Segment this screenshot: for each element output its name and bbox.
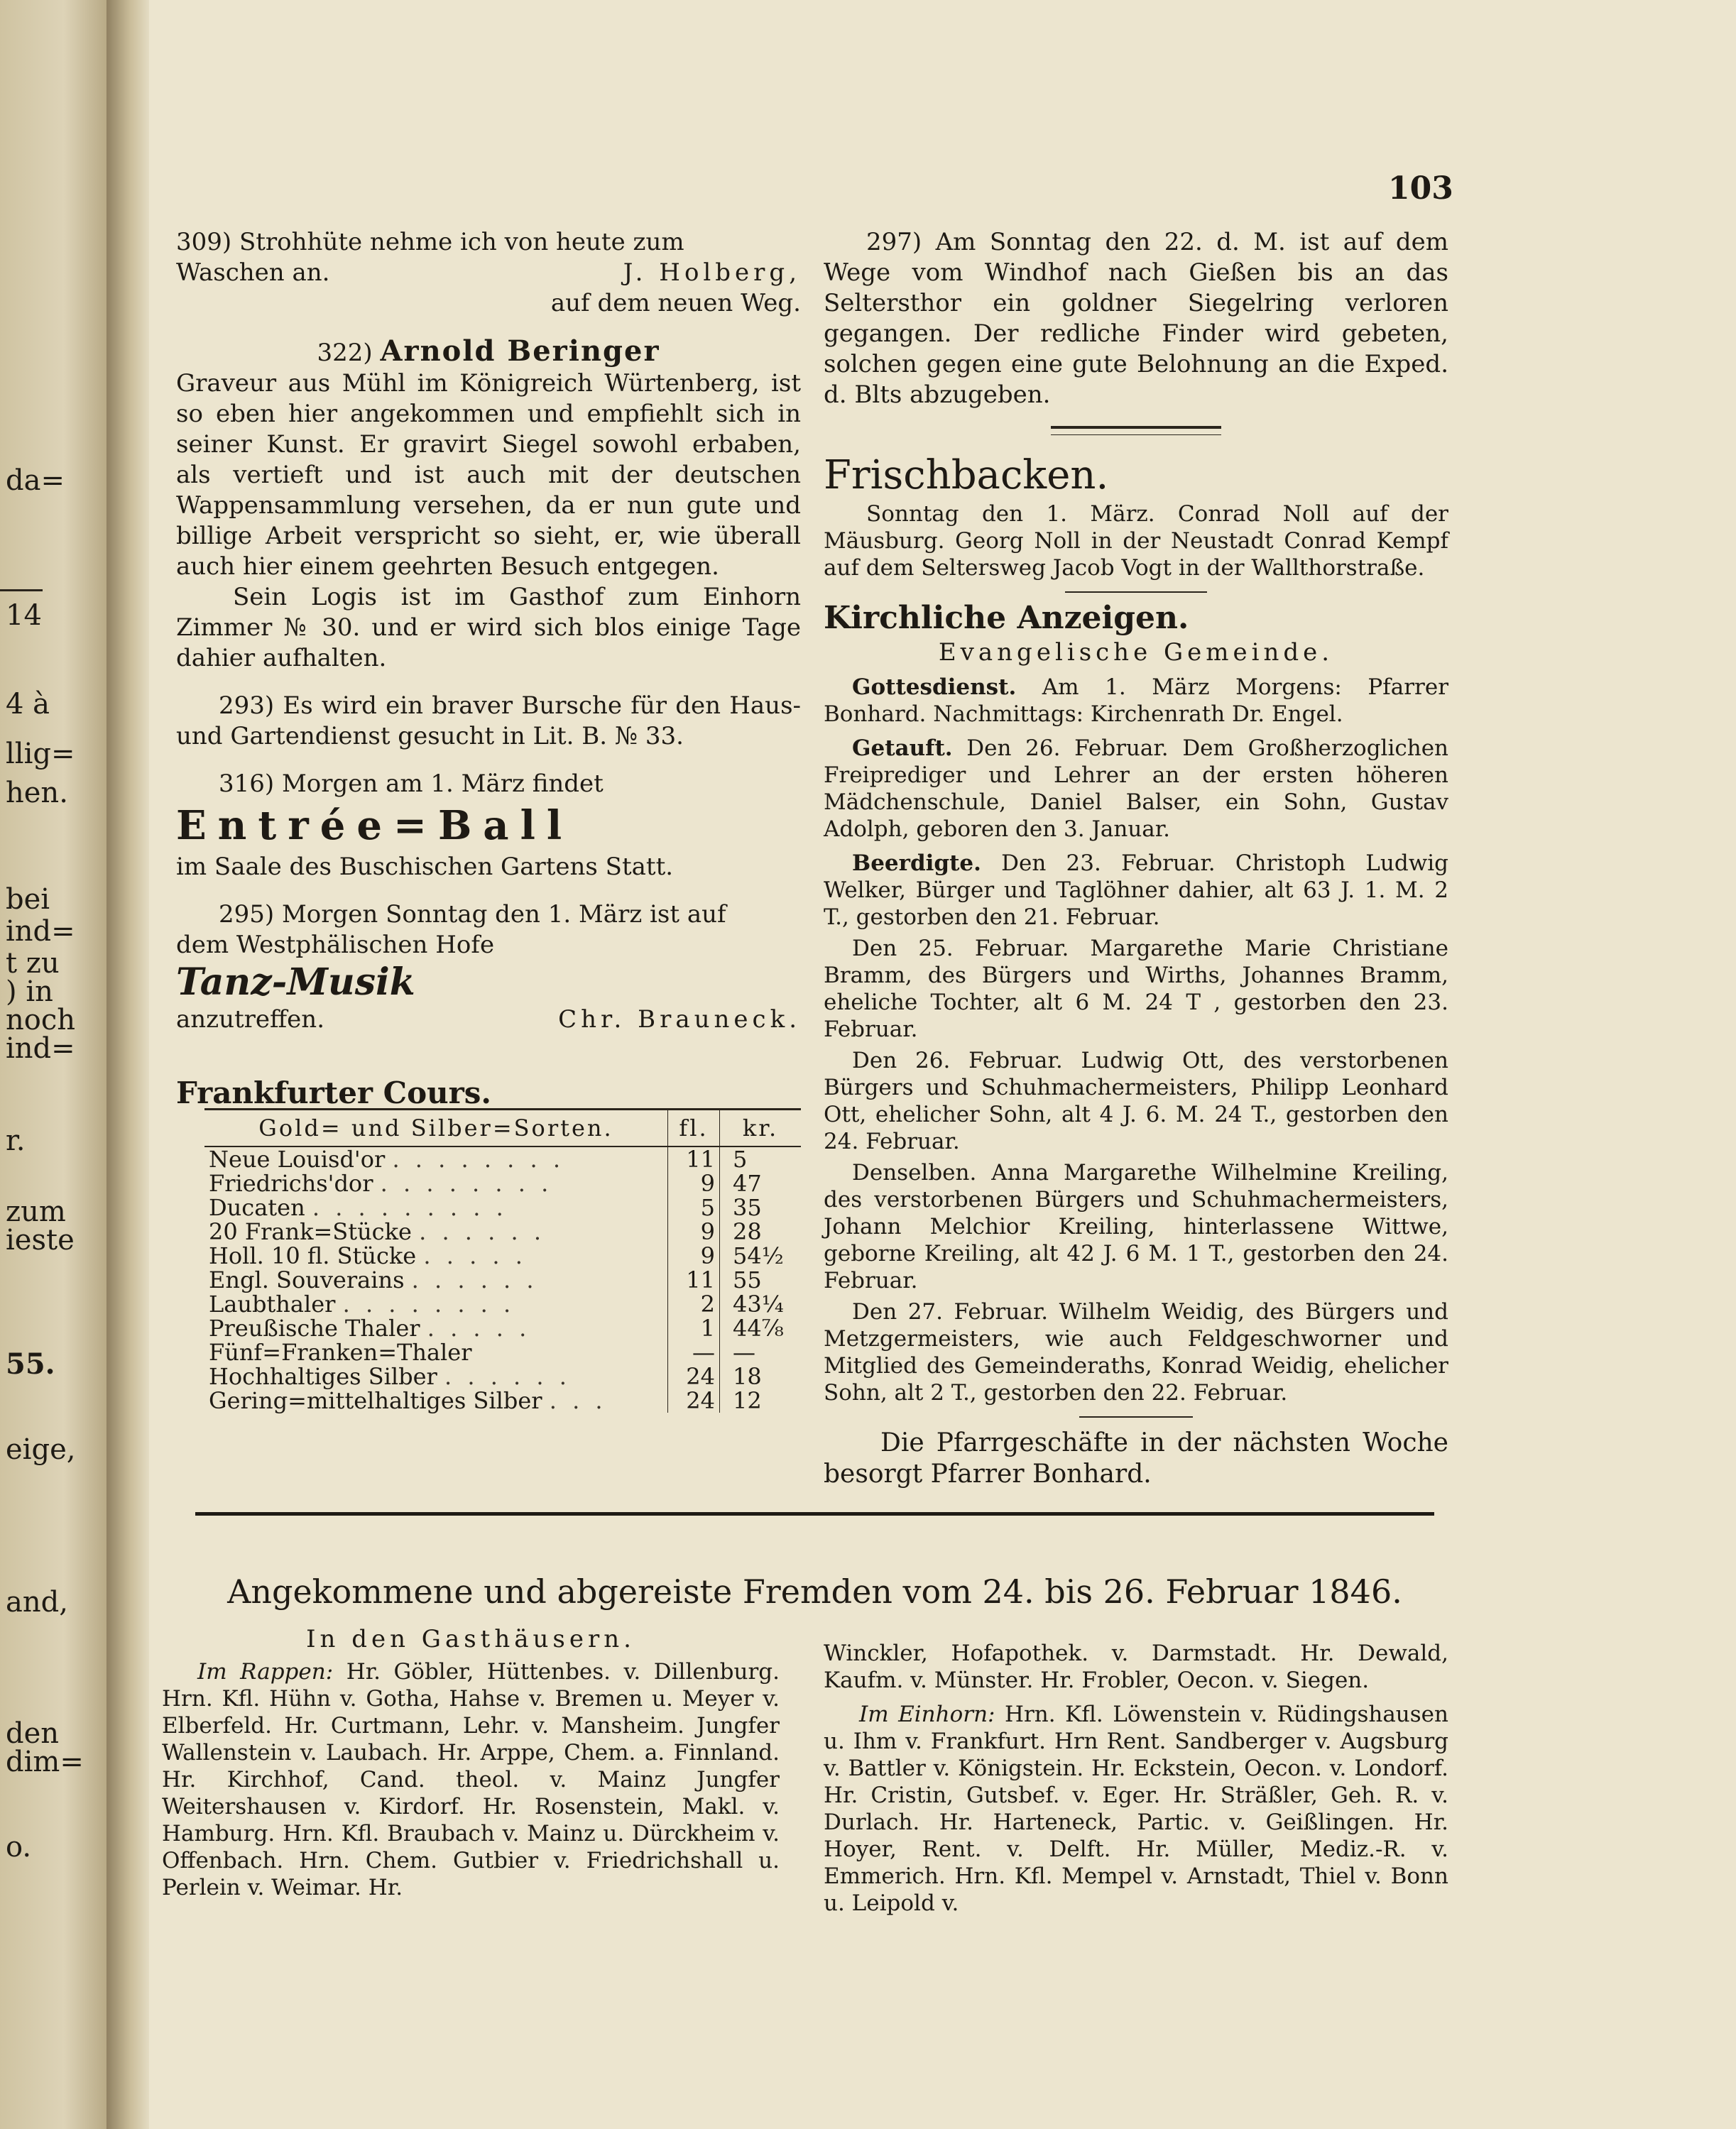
getauft-label: Getauft. (852, 735, 953, 761)
cours-kr: — (720, 1340, 802, 1364)
ad-295-line1: 295) Morgen Sonntag den 1. März ist auf (219, 900, 726, 929)
frischbacken (824, 451, 1448, 581)
beerdigte-entry: Den 23. Februar. Christoph Ludwig Welker, Bürger und Taglöhner dahier, alt 63 J. 1. M. 2 T., gestorben den 21. Februar. (824, 850, 1448, 930)
cours-kr: 47 (720, 1171, 802, 1195)
cours-fl: 2 (668, 1292, 720, 1316)
cours-header-fl: fl. (668, 1110, 720, 1147)
fremden-right-column (824, 1640, 1448, 1917)
cours-fl: — (668, 1340, 720, 1364)
fremden-title: Angekommene und abgereiste Fremden vom 24. bis 26. Februar 1846. (227, 1572, 1402, 1611)
table-row: Laubthaler . . . . . . . . 2 43¼ (204, 1292, 801, 1316)
margin-rule (0, 589, 43, 591)
cours-fl: 11 (668, 1146, 720, 1171)
einhorn-text: Hrn. Kfl. Löwenstein v. Rüdingshausen u. Ihm v. Frankfurt. Hrn Rent. Sandberger v. Augsburg v. Battler v. Königstein. Hr. Eckstein, Oecon. v. Londorf. Hr. Cristin, Gutsbef. v. Eger. Hr. Sträßler, Geh. R. v. Durlach. Hr. Harteneck, Partic. v. Geißlingen. Hr. Hoyer, Rent. v. Delft. Hr. Müller, Mediz.-R. v. Emmerich. Hrn. Kfl. Mempel v. Arnstadt, Thiel v. Bonn u. Leipold v. (824, 1702, 1448, 1916)
section-divider (1065, 591, 1207, 593)
left-column (176, 227, 801, 1413)
cours-fl: 24 (668, 1364, 720, 1389)
margin-fragment: den (6, 1717, 60, 1750)
getauft-text: Den 26. Februar. Dem Großherzoglichen Freiprediger und Lehrer an der ersten höheren Mädchenschule, Daniel Balser, ein Sohn, Gustav Adolph, geboren den 3. Januar. (824, 735, 1448, 842)
margin-fragment: llig= (6, 738, 75, 770)
margin-fragment: ieste (6, 1224, 75, 1257)
cours-name: Hochhaltiges Silber (209, 1363, 437, 1390)
cours-fl: 11 (668, 1268, 720, 1292)
cours-kr: 55 (720, 1268, 802, 1292)
margin-fragment: zum (6, 1195, 66, 1228)
margin-fragment: 14 (6, 599, 42, 632)
margin-fragment: ) in (6, 975, 53, 1008)
margin-fragment: dim= (6, 1746, 84, 1778)
cours-name: 20 Frank=Stücke (209, 1218, 412, 1245)
ad-316 (176, 769, 801, 882)
margin-fragment: ind= (6, 1032, 75, 1065)
ad-309-line: Waschen an. (176, 258, 330, 287)
ad-295-big: Tanz-Musik (176, 960, 415, 1004)
ad-295-line3: anzutreffen. (176, 1005, 324, 1034)
cours-name: Gering=mittelhaltiges Silber (209, 1387, 542, 1414)
cours-kr: 18 (720, 1364, 802, 1389)
page-number: 103 (1388, 170, 1453, 207)
cours-kr: 54½ (720, 1244, 802, 1268)
ad-293-text: 293) Es wird ein braver Bursche für den Haus- und Gartendienst gesucht in Lit. B. № 33. (176, 691, 801, 750)
cours-header-kr: kr. (720, 1110, 802, 1147)
cours-name: Ducaten (209, 1194, 305, 1221)
ad-316-line2: im Saale des Buschischen Gartens Statt. (176, 853, 674, 881)
cours-name: Engl. Souverains (209, 1266, 405, 1293)
ad-295 (176, 899, 801, 1035)
margin-fragment: hen. (6, 777, 68, 809)
cours-fl: 5 (668, 1195, 720, 1220)
kirchliche-anzeigen (824, 600, 1449, 1490)
beerdigte-entry: Den 27. Februar. Wilhelm Weidig, des Bürgers und Metzgermeisters, wie auch Feldgeschworner und Mitglied des Gemeinderaths, Konrad Weidig, ehelicher Sohn, alt 2 T., gestorben den 22. Februar. (824, 1299, 1448, 1406)
table-row: 20 Frank=Stücke . . . . . . 9 28 (204, 1220, 801, 1244)
frankfurter-cours (176, 1078, 801, 1413)
table-row: Gering=mittelhaltiges Silber . . . 24 12 (204, 1389, 801, 1413)
cours-fl: 9 (668, 1171, 720, 1195)
ad-322-text2: Sein Logis ist im Gasthof zum Einhorn Zimmer № 30. und er wird sich blos einige Tage dahier aufhalten. (176, 583, 801, 672)
cours-name: Preußische Thaler (209, 1315, 420, 1342)
cours-fl: 9 (668, 1244, 720, 1268)
ad-322-number: 322) (317, 339, 373, 367)
ad-295-line2: dem Westphälischen Hofe (176, 931, 495, 959)
ad-322-text: Graveur aus Mühl im Königreich Würtenberg, ist so eben hier angekommen und empfiehlt sich in seiner Kunst. Er gravirt Siegel sowohl erbaben, als vertieft und ist auch mit der deutschen Wappensammlung versehen, da er nun gute und billige Arbeit verspricht so sieht, er, wie überall auch hier einem geehrten Besuch entgegen. (176, 369, 801, 581)
margin-fragment: ind= (6, 915, 75, 948)
cours-title: Frankfurter Cours. (176, 1076, 492, 1110)
beerdigte-entry: Den 25. Februar. Margarethe Marie Christiane Bramm, des Bürgers und Wirths, Johannes Bramm, eheliche Tochter, alt 6 M. 24 T , gestorben den 23. Februar. (824, 936, 1448, 1042)
margin-fragment: 55. (6, 1347, 55, 1381)
ad-297-text: 297) Am Sonntag den 22. d. M. ist auf dem Wege vom Windhof nach Gießen bis an das Seltersthor ein goldner Siegelring verloren gegangen. Der redliche Finder wird gebeten, solchen gegen eine gute Belohnung an die Exped. d. Blts abzugeben. (824, 228, 1448, 409)
einhorn-label: Im Einhorn: (859, 1702, 995, 1727)
section-divider (1051, 426, 1221, 435)
fremden-subtitle: In den Gasthäusern. (306, 1625, 635, 1653)
ad-316-line1: 316) Morgen am 1. März findet (219, 770, 604, 798)
ad-322 (176, 336, 801, 674)
beerdigte-entry: Den 26. Februar. Ludwig Ott, des verstorbenen Bürgers und Schuhmachermeisters, Philipp Leonhard Ott, ehelicher Sohn, alt 4 J. 6. M. 24 T., gestorben den 24. Februar. (824, 1048, 1448, 1154)
cours-kr: 43¼ (720, 1292, 802, 1316)
margin-fragment: bei (6, 883, 50, 916)
cours-name: Laubthaler (209, 1291, 336, 1318)
section-divider (1079, 1416, 1193, 1418)
table-row: Friedrichs'dor . . . . . . . . 9 47 (204, 1171, 801, 1195)
ad-295-signature: Chr. Brauneck. (558, 1005, 801, 1034)
book-gutter (107, 0, 149, 2129)
cours-kr: 12 (720, 1389, 802, 1413)
frischbacken-text: Sonntag den 1. März. Conrad Noll auf der Mäusburg. Georg Noll in der Neustadt Conrad Kempf auf dem Seltersweg Jacob Vogt in der Wallthorstraße. (824, 501, 1448, 581)
left-page-fragment (0, 0, 107, 2129)
cours-fl: 9 (668, 1220, 720, 1244)
beerdigte-entry: Denselben. Anna Margarethe Wilhelmine Kreiling, des verstorbenen Bürgers und Schuhmachermeisters, Johann Melchior Kreiling, hinterlassene Wittwe, geborne Kreiling, alt 42 J. 6 M. 1 T., gestorben den 24. Februar. (824, 1160, 1448, 1293)
cours-name: Neue Louisd'or (209, 1146, 386, 1173)
frischbacken-title: Frischbacken. (824, 452, 1109, 498)
table-row: Ducaten . . . . . . . . . 5 35 (204, 1195, 801, 1220)
cours-name: Fünf=Franken=Thaler (209, 1339, 472, 1366)
rappen-label: Im Rappen: (197, 1659, 334, 1685)
kirchliche-subtitle: Evangelische Gemeinde. (938, 638, 1334, 667)
table-row: Engl. Souverains . . . . . . 11 55 (204, 1268, 801, 1292)
page-divider (195, 1512, 1434, 1516)
cours-name: Holl. 10 fl. Stücke (209, 1242, 417, 1269)
beerdigte-label: Beerdigte. (852, 850, 981, 876)
margin-fragment: and, (6, 1586, 68, 1619)
ad-322-name: Arnold Beringer (380, 334, 660, 368)
margin-fragment: 4 à (6, 688, 50, 721)
table-row: Hochhaltiges Silber . . . . . . 24 18 (204, 1364, 801, 1389)
table-row (204, 1340, 801, 1364)
cours-kr: 28 (720, 1220, 802, 1244)
cours-fl: 24 (668, 1389, 720, 1413)
ad-309-signature: J. Holberg, (623, 258, 801, 287)
table-row: Holl. 10 fl. Stücke . . . . . 9 54½ (204, 1244, 801, 1268)
margin-fragment: r. (6, 1124, 26, 1157)
cours-name: Friedrichs'dor (209, 1170, 373, 1197)
ad-309-address: auf dem neuen Weg. (550, 289, 801, 317)
table-row: Neue Louisd'or . . . . . . . . 11 5 (204, 1146, 801, 1171)
ad-309 (176, 227, 801, 319)
ad-293 (176, 691, 801, 752)
cours-kr: 35 (720, 1195, 802, 1220)
gottesdienst-text: Am 1. März Morgens: Pfarrer Bonhard. Nachmittags: Kirchenrath Dr. Engel. (824, 674, 1449, 727)
gottesdienst-label: Gottesdienst. (852, 674, 1017, 700)
kirchliche-title: Kirchliche Anzeigen. (824, 600, 1189, 636)
fremden-continuation: Winckler, Hofapothek. v. Darmstadt. Hr. Dewald, Kaufm. v. Münster. Hr. Frobler, Oecon. v. Siegen. (824, 1641, 1448, 1693)
ad-297 (824, 227, 1448, 410)
ad-316-big: Entrée=Ball (176, 802, 574, 849)
right-column (824, 227, 1448, 1490)
margin-fragment: eige, (6, 1433, 76, 1466)
cours-header-sorten: Gold= und Silber=Sorten. (204, 1110, 668, 1147)
margin-fragment: da= (6, 464, 65, 497)
pfarr-note: Die Pfarrgeschäfte in der nächsten Woche besorgt Pfarrer Bonhard. (824, 1428, 1448, 1489)
cours-kr: 5 (720, 1146, 802, 1171)
cours-table (204, 1108, 801, 1413)
table-row: Preußische Thaler . . . . . 1 44⅞ (204, 1316, 801, 1340)
margin-fragment: noch (6, 1004, 76, 1036)
margin-fragment: t zu (6, 947, 60, 980)
fremden-left-column (162, 1626, 780, 1901)
cours-fl: 1 (668, 1316, 720, 1340)
ad-309-line: 309) Strohhüte nehme ich von heute zum (176, 228, 684, 256)
margin-fragment: o. (6, 1831, 32, 1863)
cours-kr: 44⅞ (720, 1316, 802, 1340)
rappen-text: Hr. Göbler, Hüttenbes. v. Dillenburg. Hrn. Kfl. Hühn v. Gotha, Hahse v. Bremen u. Meyer v. Elberfeld. Hr. Curtmann, Lehr. v. Mansheim. Jungfer Wallenstein v. Laubach. Hr. Arppe, Chem. a. Finnland. Hr. Kirchhof, Cand. theol. v. Mainz Jungfer Weitershausen v. Kirdorf. Hr. Rosenstein, Makl. v. Hamburg. Hrn. Kfl. Braubach v. Mainz u. Dürckheim v. Offenbach. Hrn. Chem. Gutbier v. Friedrichshall u. Perlein v. Weimar. Hr. (162, 1659, 780, 1900)
